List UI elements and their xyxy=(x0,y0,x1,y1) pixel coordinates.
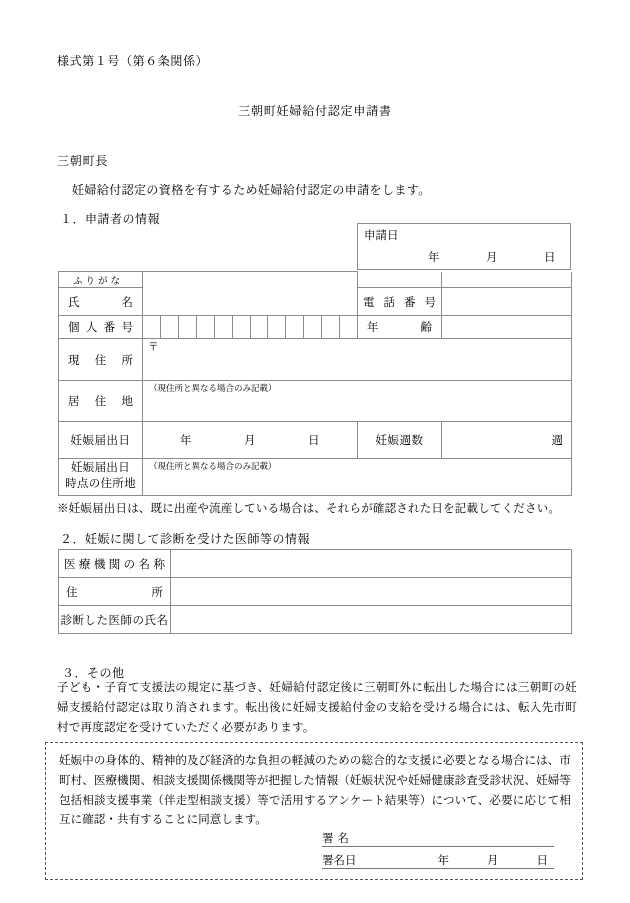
pn-label-char-2: 人 xyxy=(85,322,98,334)
personal-number-digit-cell[interactable] xyxy=(251,316,269,338)
signature-date-input[interactable] xyxy=(363,852,555,868)
mi-char-2: 療 xyxy=(78,558,91,571)
personal-number-digit-cell[interactable] xyxy=(340,316,357,338)
mi-char-1: 医 xyxy=(64,558,76,571)
table-row-doctor-name xyxy=(59,606,572,634)
applicant-info-table xyxy=(58,271,572,496)
ma-char-2: 所 xyxy=(151,586,163,599)
personal-number-digit-cell[interactable] xyxy=(322,316,340,338)
sig-month-label: 月 xyxy=(487,855,499,867)
personal-number-label xyxy=(59,319,142,335)
consent-paragraph-text: 妊娠中の身体的、精神的及び経済的な負担の軽減のための総合的な支援に必要となる場合には、市町村、医療機関、相談支援関係機関等が把握した情報（妊娠状況や妊婦健康診査受診状況、妊婦等包括相談支援事業（伴走型相談支援）等で活用するアンケート結果等）について、必要に応じて相互に確認・共有することに同意します。 xyxy=(59,755,571,827)
form-number: 様式第１号（第６条関係） xyxy=(57,54,209,68)
res-label-char-2: 住 xyxy=(94,396,107,408)
table-row-personal-number xyxy=(59,316,572,339)
table-row-medical-address xyxy=(59,578,572,606)
signature-label: 署名 xyxy=(322,833,353,845)
application-date-label-cell xyxy=(358,224,571,246)
current-address-label-cell xyxy=(59,339,143,381)
table-row-residence xyxy=(59,381,572,395)
phone-label-char-4: 号 xyxy=(424,296,436,309)
name-label-char-1: 氏 xyxy=(68,296,80,309)
pregnancy-report-ymd xyxy=(143,432,357,448)
mi-char-6: 名 xyxy=(138,558,151,571)
personal-number-digit-cell[interactable] xyxy=(286,316,304,338)
medical-address-label xyxy=(59,584,170,600)
doctor-name-value-cell[interactable] xyxy=(171,606,572,634)
address-at-report-note-cell xyxy=(143,459,572,473)
residence-value-cell[interactable] xyxy=(143,394,572,422)
address-at-report-label-cell xyxy=(59,459,143,496)
residence-label-cell xyxy=(59,381,143,422)
preg-day-label: 日 xyxy=(308,435,320,447)
personal-number-digit-cell[interactable] xyxy=(215,316,233,338)
phone-label-char-1: 電 xyxy=(363,296,375,309)
personal-number-digit-cell[interactable] xyxy=(304,316,322,338)
section-1-heading: １．申請者の情報 xyxy=(60,212,161,226)
section-3-paragraph xyxy=(57,679,577,738)
ca-label-char-3: 所 xyxy=(121,354,133,367)
postal-code-cell[interactable] xyxy=(143,339,572,355)
year-label: 年 xyxy=(428,252,440,264)
phone-label xyxy=(358,294,441,310)
medical-address-value-cell[interactable] xyxy=(171,578,572,606)
furigana-label-cell xyxy=(59,272,143,288)
medical-institution-label xyxy=(59,556,170,572)
mi-char-5: の xyxy=(123,558,136,571)
phone-spacer-cell xyxy=(358,272,442,288)
doctor-name-label-cell xyxy=(59,606,171,634)
residence-note: （現住所と異なる場合のみ記載） xyxy=(149,382,277,393)
personal-number-digit-cell[interactable] xyxy=(143,316,161,338)
application-date-ymd xyxy=(358,249,570,265)
signature-row[interactable] xyxy=(322,828,554,847)
sig-year-label: 年 xyxy=(437,855,449,867)
ma-char-1: 住 xyxy=(66,586,78,599)
name-value-cell[interactable] xyxy=(143,288,358,316)
ca-label-char-2: 住 xyxy=(94,354,107,367)
res-label-char-1: 居 xyxy=(68,396,80,408)
application-date-value-cell[interactable] xyxy=(358,245,571,270)
table-row-furigana xyxy=(59,272,572,288)
current-address-value-cell[interactable] xyxy=(143,354,572,381)
personal-number-digit-cell[interactable] xyxy=(161,316,179,338)
medical-institution-value-cell[interactable] xyxy=(171,550,572,578)
mi-char-4: 関 xyxy=(108,558,121,571)
pregnancy-report-note: ※妊娠届出日は、既に出産や流産している場合は、それらが確認された日を記載してください。 xyxy=(57,503,561,515)
ca-label-char-1: 現 xyxy=(68,354,80,367)
personal-number-cells-container xyxy=(143,316,358,339)
furigana-label-text: ふりがな xyxy=(73,276,124,287)
address-at-report-note: （現住所と異なる場合のみ記載） xyxy=(149,460,277,471)
table-row-pregnancy-report xyxy=(59,422,572,459)
age-label-cell xyxy=(358,316,442,339)
address-at-report-label xyxy=(59,461,142,492)
section-3-heading: ３．その他 xyxy=(62,666,125,680)
pn-label-char-4: 号 xyxy=(121,322,133,334)
personal-number-input-grid xyxy=(143,316,357,338)
pregnancy-weeks-value-cell[interactable] xyxy=(442,422,572,459)
consent-paragraph xyxy=(59,752,571,831)
aar-label-line-1: 妊娠届出日 xyxy=(71,462,130,475)
preg-year-label: 年 xyxy=(180,435,192,447)
age-label-char-1: 年 xyxy=(367,322,379,334)
phone-spacer-value-cell xyxy=(442,272,572,288)
pregnancy-report-date-label-cell xyxy=(59,422,143,459)
age-value-cell[interactable] xyxy=(442,316,572,339)
pregnancy-weeks-unit: 週 xyxy=(551,435,563,447)
mi-char-3: 機 xyxy=(93,558,106,571)
personal-number-label-cell xyxy=(59,316,143,339)
signature-date-label: 署名日 xyxy=(322,855,357,867)
section-3-paragraph-text: 子ども・子育て支援法の規定に基づき、妊婦給付認定後に三朝町外に転出した場合には三朝町の妊婦支援給付認定は取り消されます。転出後に妊婦支援給付金の支給を受ける場合には、転入先市町村で再度認定を受けていただく必要があります。 xyxy=(57,682,577,734)
current-address-label xyxy=(59,352,142,368)
address-at-report-value-cell[interactable] xyxy=(143,472,572,496)
addressee: 三朝町長 xyxy=(57,154,109,168)
document-title: 三朝町妊婦給付認定申請書 xyxy=(238,104,392,118)
signature-area xyxy=(322,828,554,869)
furigana-label xyxy=(59,273,142,287)
phone-label-cell xyxy=(358,288,442,316)
intro-sentence: 妊婦給付認定の資格を有するため妊婦給付認定の申請をします。 xyxy=(72,183,431,197)
medical-info-table xyxy=(58,549,572,634)
name-label-cell xyxy=(59,288,143,316)
age-label xyxy=(358,319,441,335)
postal-mark: 〒 xyxy=(148,342,159,353)
personal-number-digit-cell[interactable] xyxy=(233,316,251,338)
furigana-value-cell[interactable] xyxy=(143,272,358,288)
signature-date-row[interactable] xyxy=(322,850,554,869)
name-label-char-2: 名 xyxy=(121,296,133,309)
table-row-medical-institution xyxy=(59,550,572,578)
residence-note-cell xyxy=(143,381,572,395)
pregnancy-weeks-label: 妊娠週数 xyxy=(375,435,424,447)
name-label xyxy=(59,294,142,310)
section-2-heading: ２．妊娠に関して診断を受けた医師等の情報 xyxy=(60,532,311,546)
residence-label xyxy=(59,393,142,409)
pregnancy-report-date-value-cell[interactable] xyxy=(143,422,358,459)
day-label: 日 xyxy=(544,252,556,264)
phone-label-char-2: 話 xyxy=(383,296,395,309)
preg-month-label: 月 xyxy=(244,435,256,447)
personal-number-digit-cell[interactable] xyxy=(179,316,197,338)
application-date-table xyxy=(357,223,571,270)
application-date-label: 申請日 xyxy=(364,229,399,242)
personal-number-digit-cell[interactable] xyxy=(197,316,215,338)
table-row-current-address xyxy=(59,339,572,355)
pn-label-char-3: 番 xyxy=(103,322,116,334)
personal-number-digit-cell[interactable] xyxy=(268,316,286,338)
aar-label-line-2: 時点の住所地 xyxy=(65,478,136,490)
table-row-address-at-report xyxy=(59,459,572,473)
medical-institution-label-cell xyxy=(59,550,171,578)
mi-char-7: 称 xyxy=(153,558,165,571)
month-label: 月 xyxy=(486,252,498,264)
age-label-char-2: 齢 xyxy=(420,322,432,334)
res-label-char-3: 地 xyxy=(121,396,133,408)
sig-day-label: 日 xyxy=(536,855,548,867)
pregnancy-weeks-label-cell xyxy=(358,422,442,459)
table-row-name xyxy=(59,288,572,316)
pregnancy-report-date-label: 妊娠届出日 xyxy=(70,435,131,447)
medical-address-label-cell xyxy=(59,578,171,606)
phone-label-char-3: 番 xyxy=(404,296,416,309)
doctor-name-label: 診断した医師の氏名 xyxy=(60,614,169,627)
phone-value-cell[interactable] xyxy=(442,288,572,316)
pn-label-char-1: 個 xyxy=(68,322,80,334)
